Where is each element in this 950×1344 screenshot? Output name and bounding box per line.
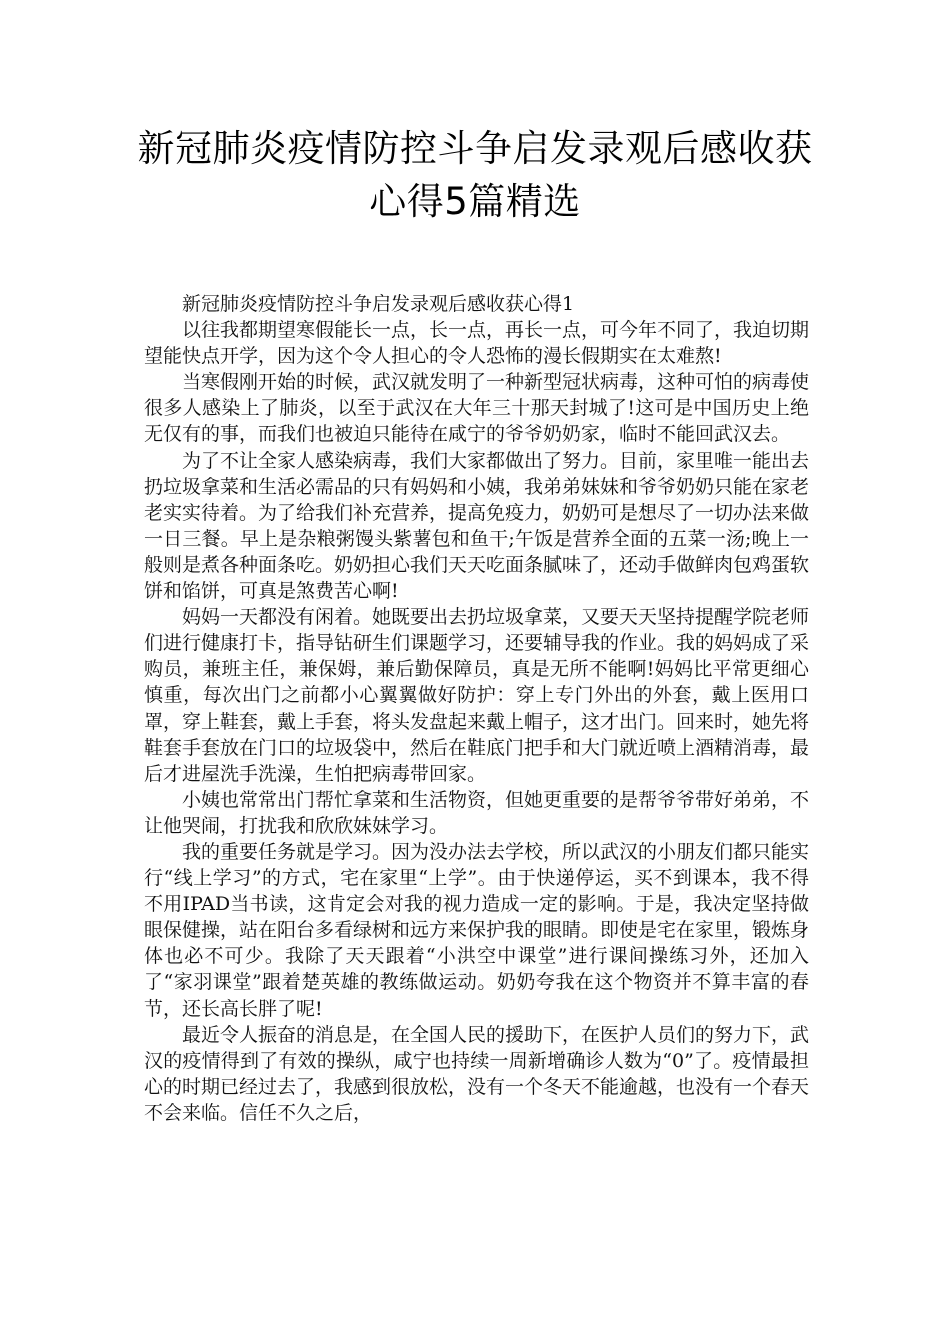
document-body <box>144 291 809 1126</box>
section-heading: 新冠肺炎疫情防控斗争启发录观后感收获心得1 <box>182 293 575 315</box>
paragraph: 最近令人振奋的消息是，在全国人民的援助下，在医护人员们的努力下，武汉的疫情得到了有效的操纵，咸宁也持续一周新增确诊人数为“0”了。疫情最担心的时期已经过去了，我感到很放松，没有一个冬天不能逾越，也没有一个春天不会来临。信任不久之后， <box>144 1023 810 1124</box>
paragraph: 小姨也常常出门帮忙拿菜和生活物资，但她更重要的是帮爷爷带好弟弟，不让他哭闹，打扰我和欣欣妹妹学习。 <box>144 788 810 837</box>
document-title: 新冠肺炎疫情防控斗争启发录观后感收获心得5篇精选 <box>137 127 813 223</box>
paragraph: 为了不让全家人感染病毒，我们大家都做出了努力。目前，家里唯一能出去扔垃圾拿菜和生活必需品的只有妈妈和小姨，我弟弟妹妹和爷爷奶奶只能在家老老实实待着。为了给我们补充营养，提高免疫力，奶奶可是想尽了一切办法来做一日三餐。早上是杂粮粥馒头紫薯包和鱼干;午饭是营养全面的五菜一汤;晚上一般则是煮各种面条吃。奶奶担心我们天天吃面条腻味了，还动手做鲜肉包鸡蛋软饼和馅饼，可真是煞费苦心啊! <box>144 449 810 603</box>
paragraph: 当寒假刚开始的时候，武汉就发明了一种新型冠状病毒，这种可怕的病毒使很多人感染上了肺炎，以至于武汉在大年三十那天封城了!这可是中国历史上绝无仅有的事，而我们也被迫只能待在咸宁的爷爷奶奶家，临时不能回武汉去。 <box>144 371 810 446</box>
paragraph: 我的重要任务就是学习。因为没办法去学校，所以武汉的小朋友们都只能实行“线上学习”的方式，宅在家里“上学”。由于快递停运，买不到课本，我不得不用IPAD当书读，这肯定会对我的视力造成一定的影响。于是，我决定坚持做眼保健操，站在阳台多看绿树和远方来保护我的眼睛。即使是宅在家里，锻炼身体也必不可少。我除了天天跟着“小洪空中课堂”进行课间操练习外，还加入了“家羽课堂”跟着楚英雄的教练做运动。奶奶夸我在这个物资并不算丰富的春节，还长高长胖了呢! <box>144 840 810 1020</box>
paragraph: 妈妈一天都没有闲着。她既要出去扔垃圾拿菜，又要天天坚持提醒学院老师们进行健康打卡，指导钻研生们课题学习，还要辅导我的作业。我的妈妈成了采购员，兼班主任，兼保姆，兼后勤保障员，真是无所不能啊!妈妈比平常更细心慎重，每次出门之前都小心翼翼做好防护：穿上专门外出的外套，戴上医用口罩，穿上鞋套，戴上手套，将头发盘起来戴上帽子，这才出门。回来时，她先将鞋套手套放在门口的垃圾袋中，然后在鞋底门把手和大门就近喷上酒精消毒，最后才进屋洗手洗澡，生怕把病毒带回家。 <box>144 606 810 785</box>
paragraph: 以往我都期望寒假能长一点，长一点，再长一点，可今年不同了，我迫切期望能快点开学，因为这个令人担心的令人恐怖的漫长假期实在太难熬! <box>144 319 810 368</box>
